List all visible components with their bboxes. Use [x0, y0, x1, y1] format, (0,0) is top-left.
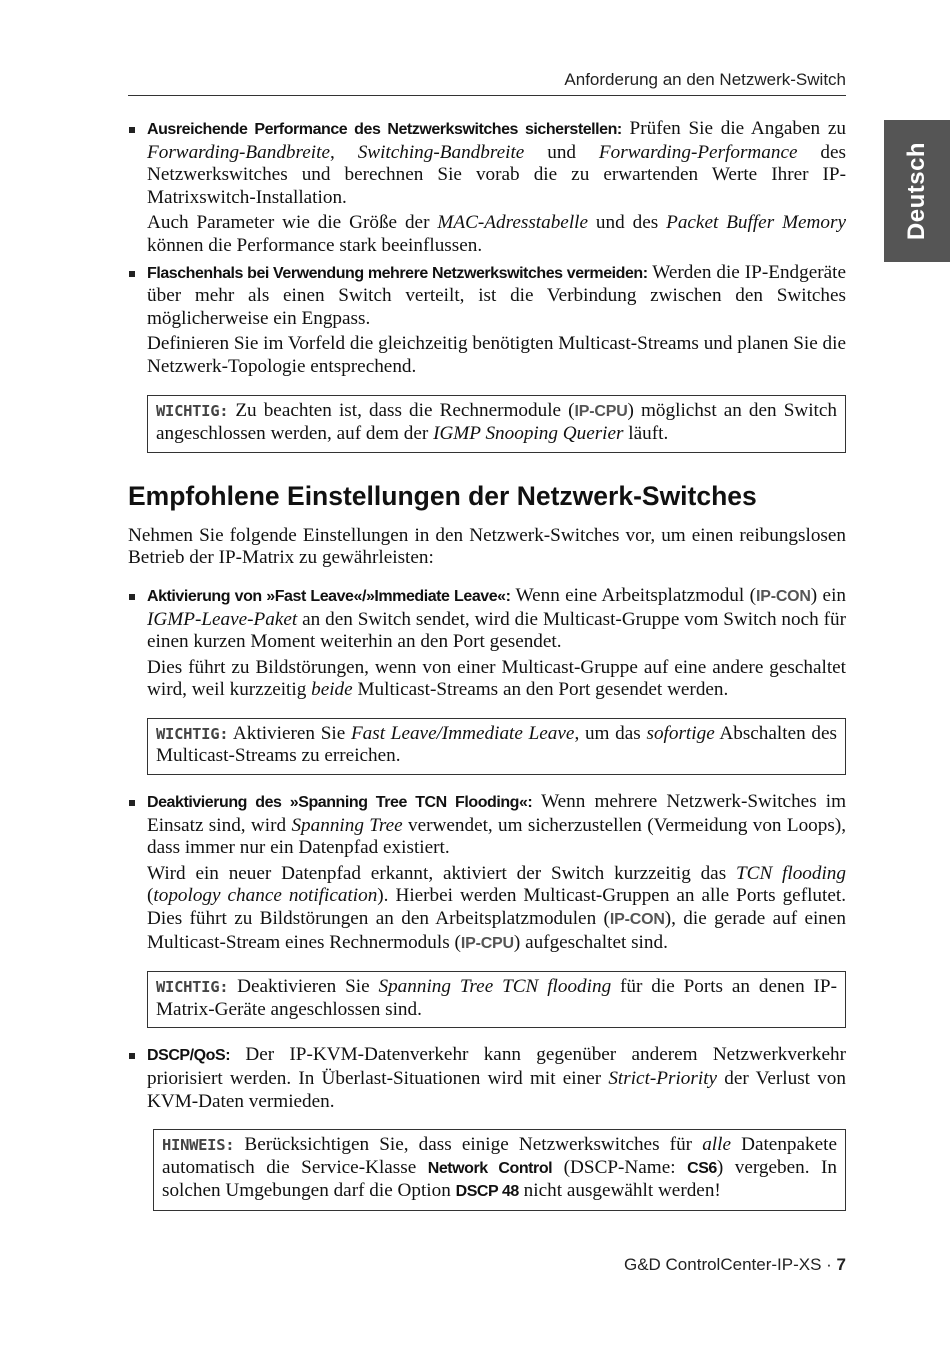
bold-term: DSCP 48	[455, 1183, 519, 1201]
text: Abschalten des Multicast-Streams zu erreichen.	[156, 722, 837, 767]
text: läuft.	[623, 423, 669, 445]
bullet-term: DSCP/QoS:	[147, 1047, 231, 1065]
bullet-performance-paragraph	[128, 212, 846, 257]
text: Berücksichtigen Sie, dass einige Netzwerkswitches für	[234, 1134, 703, 1156]
text: ,	[329, 141, 358, 163]
bold-term: CS6	[687, 1159, 717, 1177]
text: Dies führt zu Bildstörungen, wenn von einer Multicast-Gruppe auf eine andere geschaltet wird, weil kurzzeitig	[147, 656, 846, 701]
important-note-fast-leave	[147, 718, 846, 775]
italic-term: alle	[702, 1134, 731, 1156]
text: ) vergeben. In solchen Umgebungen darf die Option	[162, 1156, 838, 1202]
text: ) ein	[810, 584, 846, 606]
code-term: IP-CON	[755, 587, 811, 605]
bullet-spanning-tree-paragraph	[128, 863, 846, 955]
text: Wird ein neuer Datenpfad erkannt, aktiviert der Switch kurzzeitig das	[147, 862, 736, 884]
language-tab-label: Deutsch	[903, 141, 930, 241]
bullet-term: Flaschenhals bei Verwendung mehrere Netzwerkswitches vermeiden:	[147, 264, 648, 282]
text: Auch Parameter wie die Größe der	[147, 212, 438, 234]
italic-term: sofortige	[646, 722, 715, 744]
text: der Verlust von KVM-Daten vermieden.	[147, 1068, 846, 1112]
text: Werden die IP-Endgeräte über mehr als einen Switch verteilt, ist die Verbindung zwischen den Switches möglicherweise ein Engpass.	[147, 261, 846, 329]
language-tab	[884, 120, 950, 262]
section-intro: Nehmen Sie folgende Einstellungen in den Netzwerk-Switches vor, um einen reibungslosen Betrieb der IP-Matrix zu gewährleisten:	[128, 524, 846, 569]
text: Wenn eine Arbeitsplatzmodul (	[510, 584, 756, 606]
italic-term: IGMP Snooping Querier	[433, 423, 624, 445]
italic-term: Forwarding-Performance	[598, 141, 798, 163]
text: Prüfen Sie die Angaben zu	[621, 118, 846, 139]
code-term: IP-CPU	[574, 402, 628, 420]
text: , um das	[574, 722, 647, 744]
bullet-term: Aktivierung von »Fast Leave«/»Immediate Leave«:	[147, 587, 511, 605]
note-label: WICHTIG:	[156, 401, 229, 420]
note-label: WICHTIG:	[156, 978, 229, 997]
note-label: HINWEIS:	[162, 1136, 235, 1155]
bullet-dscp-qos	[128, 1044, 846, 1113]
italic-term: Spanning Tree TCN flooding	[378, 976, 612, 998]
section-heading: Empfohlene Einstellungen der Netzwerk-Switches	[128, 480, 757, 511]
code-term: IP-CON	[609, 911, 665, 929]
text: ). Hierbei werden Multicast-Gruppen an alle Ports geflutet. Dies führt zu Bildstörungen an den Arbeitsplatzmodulen (	[147, 885, 846, 930]
text: nicht ausgewählt werden!	[518, 1180, 721, 1202]
footer-product: G&D ControlCenter-IP-XS ·	[623, 1255, 837, 1274]
text: Deaktivieren Sie	[228, 976, 379, 998]
bullet-bottleneck-paragraph: Definieren Sie im Vorfeld die gleichzeitig benötigten Multicast-Streams und planen Sie die Netzwerk-Topologie entsprechend.	[147, 333, 846, 377]
bold-term: Network Control	[427, 1159, 553, 1177]
italic-term: TCN flooding	[735, 862, 846, 884]
page-body	[128, 118, 846, 1227]
text: Wenn mehrere Netzwerk-Switches im Einsatz sind, wird	[147, 791, 847, 836]
italic-term: Strict-Priority	[608, 1068, 718, 1089]
text: und des	[588, 212, 667, 234]
important-note-tcn-flooding	[147, 971, 846, 1028]
text: Aktivieren Sie	[228, 722, 351, 744]
text: verwendet, um sicherzustellen (Vermeidung von Loops), dass immer nur ein Datenpfad existiert.	[147, 814, 847, 859]
bullet-fast-leave-paragraph	[128, 657, 846, 702]
text: des Netzwerkswitches und berechnen Sie vorab die zu erwartenden Werte Ihrer IP-Matrixswitch-Installation.	[147, 141, 846, 208]
page-footer	[128, 1255, 846, 1275]
italic-term: Fast Leave/Immediate Leave	[350, 722, 575, 744]
text: ) möglichst an den Switch angeschlossen werden, auf dem der	[156, 399, 837, 445]
bullet-spanning-tree	[128, 791, 846, 860]
bullet-term: Deaktivierung des »Spanning Tree TCN Flooding«:	[147, 794, 533, 812]
italic-term: beide	[311, 679, 353, 701]
italic-term: topology chance notification	[153, 885, 378, 907]
italic-term: Forwarding-Bandbreite	[147, 141, 330, 163]
text: können die Performance stark beeinflussen.	[147, 234, 483, 256]
text: Datenpakete automatisch die Service-Klasse	[162, 1134, 837, 1178]
text: für die Ports an denen IP-Matrix-Geräte angeschlossen sind.	[156, 976, 837, 1020]
text: (DSCP-Name:	[552, 1156, 688, 1178]
text: und	[524, 141, 599, 163]
note-label: WICHTIG:	[156, 724, 229, 743]
italic-term: Spanning Tree	[291, 814, 403, 836]
italic-term: MAC-Adresstabelle	[437, 212, 588, 234]
italic-term: Switching-Bandbreite	[357, 141, 525, 163]
bullet-performance	[128, 118, 846, 209]
text: Multicast-Streams an den Port gesendet werden.	[352, 679, 729, 701]
italic-term: IGMP-Leave-Paket	[147, 608, 298, 630]
text: an den Switch sendet, wird die Multicast-Gruppe vom Switch noch für einen kurzen Moment weiterhin an den Port gesendet.	[147, 608, 846, 653]
bullet-term: Ausreichende Performance des Netzwerkswitches sicherstellen:	[147, 121, 622, 138]
page-number: 7	[836, 1255, 846, 1274]
text: Zu beachten ist, dass die Rechnermodule (	[228, 399, 575, 421]
text: Der IP-KVM-Datenverkehr kann gegenüber anderem Netzwerkverkehr priorisiert werden. In Überlast-Situationen wird mit einer	[147, 1044, 846, 1089]
code-term: IP-CPU	[460, 934, 514, 952]
important-note-ip-cpu	[147, 395, 846, 453]
running-header: Anforderung an den Netzwerk-Switch	[128, 70, 846, 96]
bullet-fast-leave	[128, 585, 846, 654]
text: (	[147, 885, 154, 907]
bullet-bottleneck	[128, 262, 846, 331]
hint-note-dscp	[153, 1129, 846, 1211]
italic-term: Packet Buffer Memory	[666, 212, 846, 234]
text: ) aufgeschaltet sind.	[513, 931, 668, 953]
text: ), die gerade auf einen Multicast-Stream eines Rechnermoduls (	[147, 908, 846, 953]
